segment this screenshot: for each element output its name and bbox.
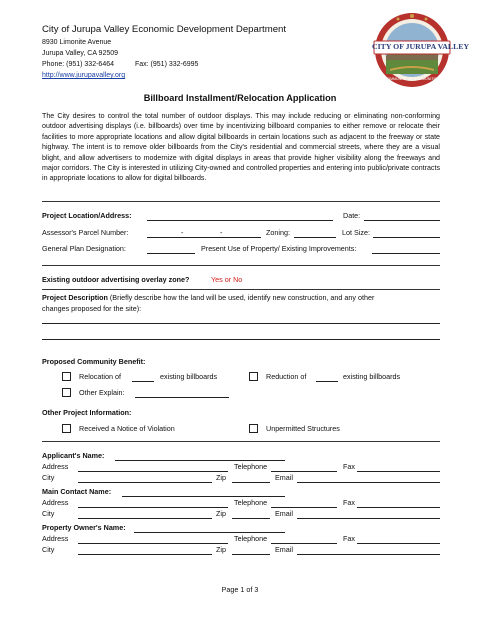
section-divider [42,265,440,266]
property-owner-city-field[interactable] [78,554,212,555]
applicant-city-field[interactable] [78,482,212,483]
unpermitted-label: Unpermitted Structures [266,424,340,433]
relocation-checkbox[interactable] [62,372,71,381]
intro-paragraph: The City desires to control the total number of outdoor displays. This may include reducing or eliminating non-conforming outdoor advertising displays (i.e. billboards) over time by incentivizing billboard companies to either remove or relocate their facilities to more appropriate locations and allow digital billboards in certain locations such as adjacent to the freeway or state highway. The intent is to remove older billboards from the City's residential and commercial streets, where they are a visual blight, and allow advertisers to modernize with digital displays in areas that provide higher visibility along the freeways and major corridors. The City is interested in utilizing City-owned and controlled properties and entering into public/private contracts in appropriate locations to allow for digital billboards. [42,112,440,183]
lot-size-label: Lot Size: [342,228,370,237]
apn-dash-2: - [220,228,223,237]
main-contact-telephone-label: Telephone [234,498,268,507]
applicant-city-label: City [42,473,55,482]
property-owner-address-field[interactable] [78,543,228,544]
property-owner-fax-label: Fax [343,534,355,543]
page-number: Page 1 of 3 [221,585,259,594]
property-owner-zip-label: Zip [216,545,226,554]
section-divider [42,289,440,290]
general-plan-label: General Plan Designation: [42,244,126,253]
reduction-of-label: Reduction of [266,372,307,381]
general-plan-field[interactable] [147,253,195,254]
zoning-field[interactable] [294,237,336,238]
project-description-line[interactable] [42,323,440,324]
other-project-info-label: Other Project Information: [42,408,132,417]
website-link[interactable]: http://www.jurupavalley.org [42,72,126,79]
applicant-fax-field[interactable] [357,471,440,472]
property-owner-name-label: Property Owner's Name: [42,523,126,532]
main-contact-zip-label: Zip [216,509,226,518]
date-field[interactable] [364,220,440,221]
relocation-count-field[interactable] [132,381,154,382]
project-description-line[interactable] [42,339,440,340]
project-description-hint: changes proposed for the site): [42,304,142,313]
main-contact-address-field[interactable] [78,507,228,508]
zoning-label: Zoning: [266,228,290,237]
applicant-name-field[interactable] [115,460,285,461]
property-owner-fax-field[interactable] [357,543,440,544]
applicant-email-label: Email [275,473,293,482]
fax-number: Fax: (951) 332-6995 [135,61,199,68]
main-contact-city-field[interactable] [78,518,212,519]
property-owner-telephone-field[interactable] [271,543,337,544]
date-label: Date: [343,211,361,220]
applicant-zip-field[interactable] [232,482,270,483]
main-contact-name-field[interactable] [122,496,285,497]
other-explain-field[interactable] [135,397,229,398]
main-contact-fax-field[interactable] [357,507,440,508]
property-owner-telephone-label: Telephone [234,534,268,543]
main-contact-fax-label: Fax [343,498,355,507]
relocation-of-label: Relocation of [79,372,121,381]
overlay-zone-yes-no[interactable]: Yes or No [211,275,243,284]
main-contact-city-label: City [42,509,55,518]
property-owner-email-label: Email [275,545,293,554]
relocation-existing-billboards: existing billboards [160,372,218,381]
property-owner-address-label: Address [42,534,69,543]
main-contact-email-label: Email [275,509,293,518]
other-explain-label: Other Explain: [79,388,125,397]
reduction-checkbox[interactable] [249,372,258,381]
section-divider [42,441,440,442]
project-description-heading: Project Description (Briefly describe how the land will be used, identify new construction, and any other [42,293,375,302]
section-divider [42,201,440,202]
main-contact-address-label: Address [42,498,69,507]
unpermitted-checkbox[interactable] [249,424,258,433]
property-owner-zip-field[interactable] [232,554,270,555]
applicant-address-field[interactable] [78,471,228,472]
city-seal [372,10,470,90]
reduction-count-field[interactable] [316,381,338,382]
applicant-email-field[interactable] [297,482,440,483]
address-line-1: 8930 Limonite Avenue [42,39,112,46]
address-line-2: Jurupa Valley, CA 92509 [42,50,119,57]
project-location-field[interactable] [147,220,333,221]
community-benefit-label: Proposed Community Benefit: [42,357,146,366]
seal-banner-text: CITY OF JURUPA VALLEY [372,42,470,51]
main-contact-name-label: Main Contact Name: [42,487,112,496]
applicant-name-label: Applicant's Name: [42,451,105,460]
applicant-fax-label: Fax [343,462,355,471]
reduction-existing-billboards: existing billboards [343,372,401,381]
form-title: Billboard Installment/Relocation Application [143,93,337,103]
present-use-label: Present Use of Property/ Existing Improvements: [201,244,357,253]
violation-label: Received a Notice of Violation [79,424,175,433]
applicant-address-label: Address [42,462,69,471]
applicant-telephone-label: Telephone [234,462,268,471]
apn-field[interactable] [147,237,261,238]
project-location-label: Project Location/Address: [42,211,132,220]
apn-dash-1: - [181,228,184,237]
org-name: City of Jurupa Valley Economic Development Department [42,24,287,35]
apn-label: Assessor's Parcel Number: [42,228,129,237]
phone-number: Phone: (951) 332-6464 [42,61,114,68]
main-contact-email-field[interactable] [297,518,440,519]
violation-checkbox[interactable] [62,424,71,433]
applicant-zip-label: Zip [216,473,226,482]
main-contact-telephone-field[interactable] [271,507,337,508]
applicant-telephone-field[interactable] [271,471,337,472]
property-owner-name-field[interactable] [134,532,285,533]
overlay-zone-label: Existing outdoor advertising overlay zone? [42,275,190,284]
other-explain-checkbox[interactable] [62,388,71,397]
property-owner-email-field[interactable] [297,554,440,555]
present-use-field[interactable] [372,253,440,254]
property-owner-city-label: City [42,545,55,554]
lot-size-field[interactable] [373,237,440,238]
main-contact-zip-field[interactable] [232,518,270,519]
seal-motto: COMMUNITY OF COMMUNITIES [384,77,440,81]
